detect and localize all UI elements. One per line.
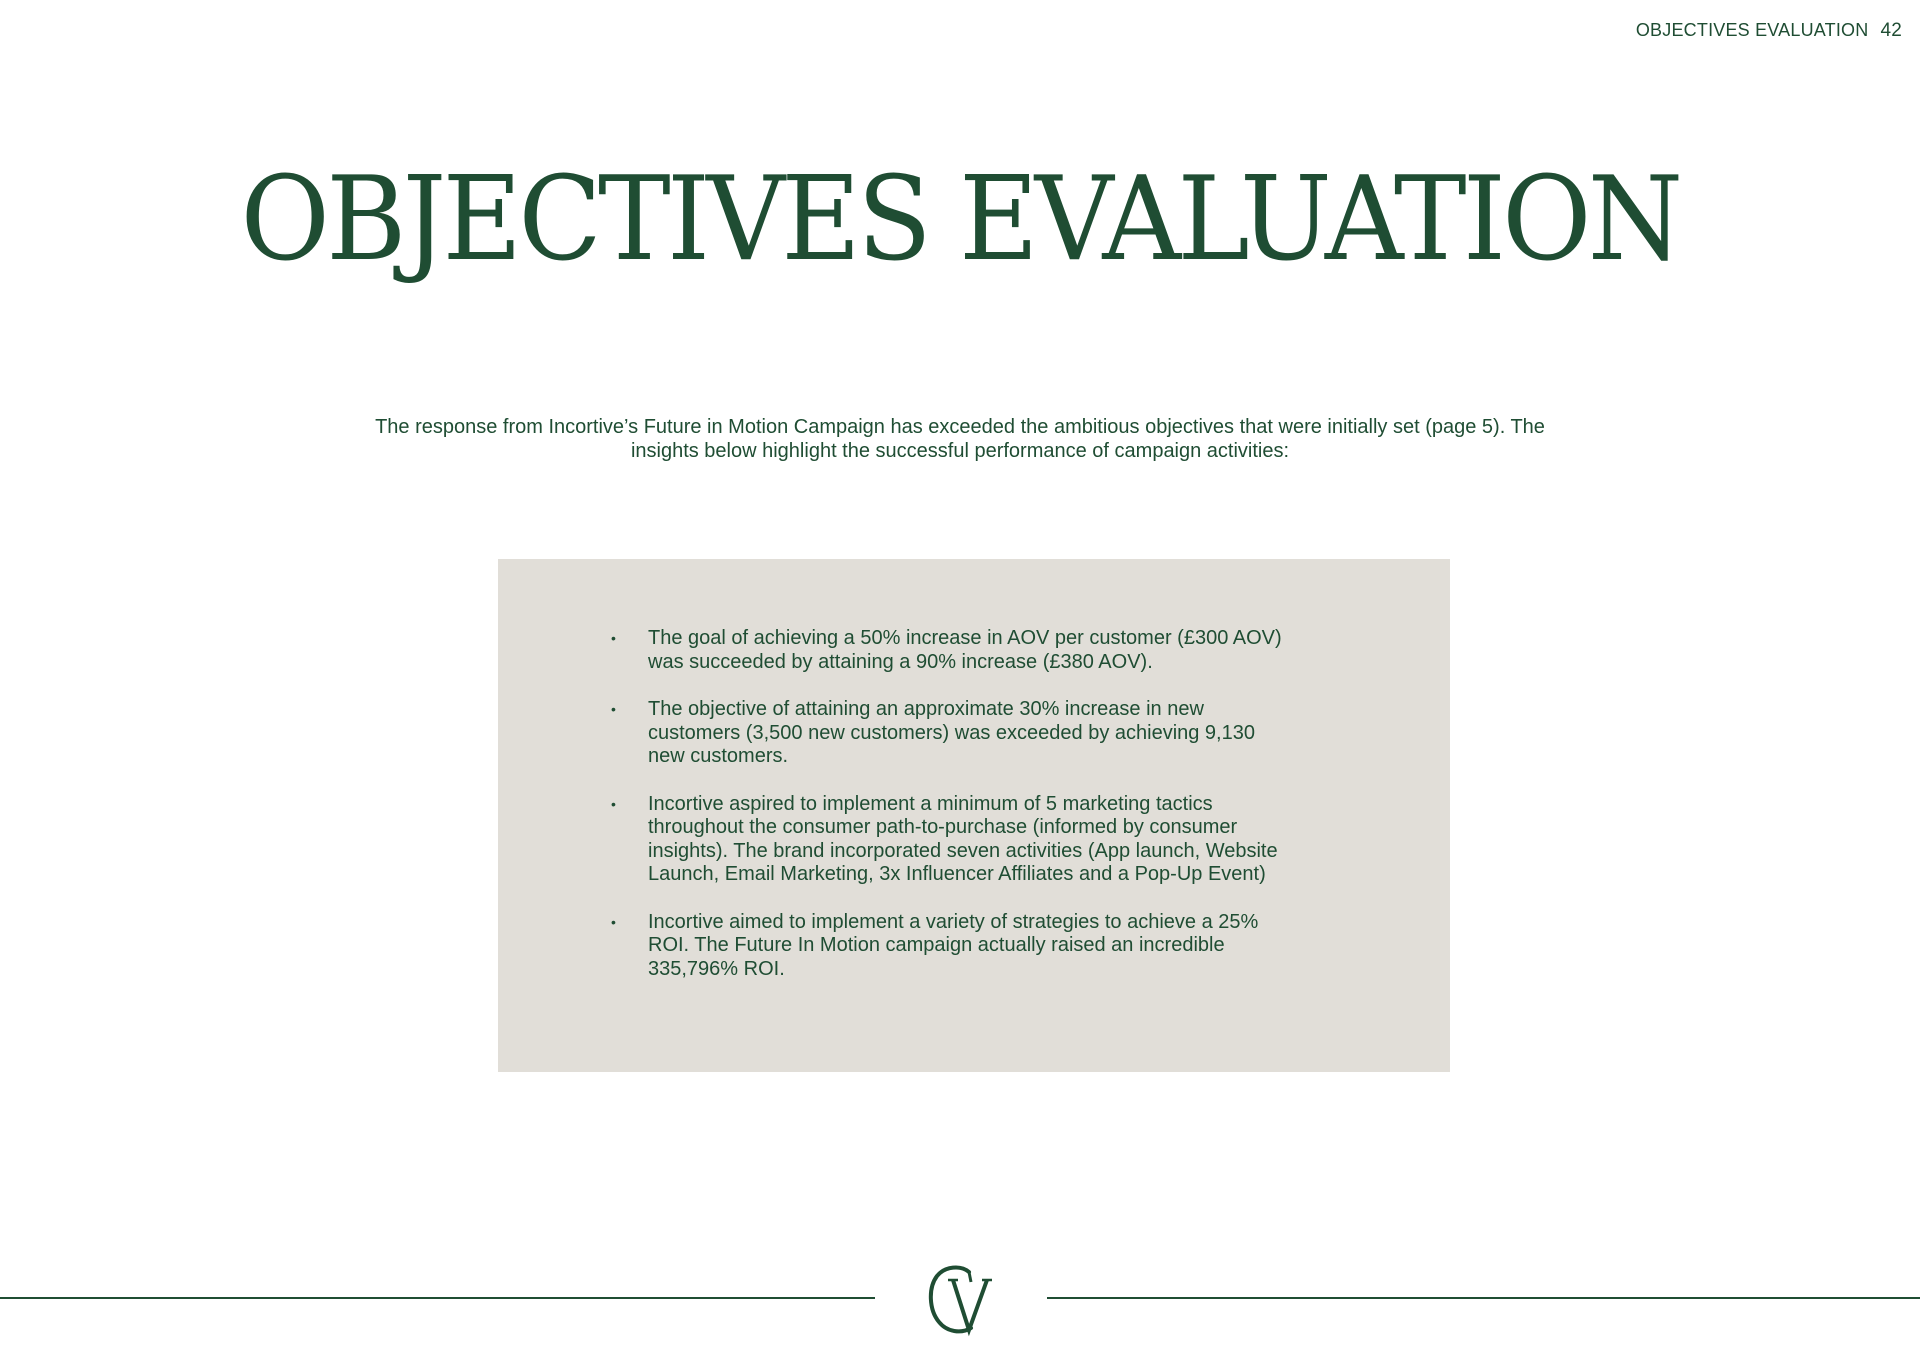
page-number: 42 xyxy=(1880,20,1902,41)
objective-item xyxy=(608,627,1288,674)
bullet-icon: • xyxy=(611,701,616,717)
objectives-list xyxy=(608,627,1288,1005)
objective-text: The goal of achieving a 50% increase in AOV per customer (£300 AOV) was succeeded by attaining a 90% increase (£380 AOV). xyxy=(648,627,1282,673)
running-header xyxy=(1636,20,1902,42)
objective-text: Incortive aspired to implement a minimum of 5 marketing tactics throughout the consumer path-to-purchase (informed by consumer insights). The brand incorporated seven activities (App launch, Website Launch, Email Marketing, 3x Influencer Affiliates and a Pop-Up Event) xyxy=(648,792,1278,885)
bullet-icon: • xyxy=(611,913,616,930)
brand-monogram-logo xyxy=(925,1262,997,1338)
objective-item xyxy=(608,793,1288,887)
bullet-icon: • xyxy=(611,630,616,646)
footer-divider-right xyxy=(1047,1297,1920,1299)
intro-paragraph: The response from Incortive’s Future in Motion Campaign has exceeded the ambitious objectives that were initially set (page 5). The insights below highlight the successful performance of campaign activities: xyxy=(375,416,1545,462)
section-label: OBJECTIVES EVALUATION xyxy=(1635,20,1869,40)
objective-item xyxy=(608,911,1288,982)
bullet-icon: • xyxy=(611,795,616,812)
objective-text: Incortive aimed to implement a variety of strategies to achieve a 25% ROI. The Future In Motion campaign actually raised an incredible 335,796% ROI. xyxy=(648,910,1259,980)
objective-item xyxy=(608,698,1288,769)
page-title: OBJECTIVES EVALUATION xyxy=(240,152,1680,287)
footer-divider-left xyxy=(0,1297,875,1299)
objective-text: The objective of attaining an approximate 30% increase in new customers (3,500 new customers) was exceeded by achieving 9,130 new customers. xyxy=(648,698,1255,767)
objectives-panel xyxy=(498,559,1450,1072)
